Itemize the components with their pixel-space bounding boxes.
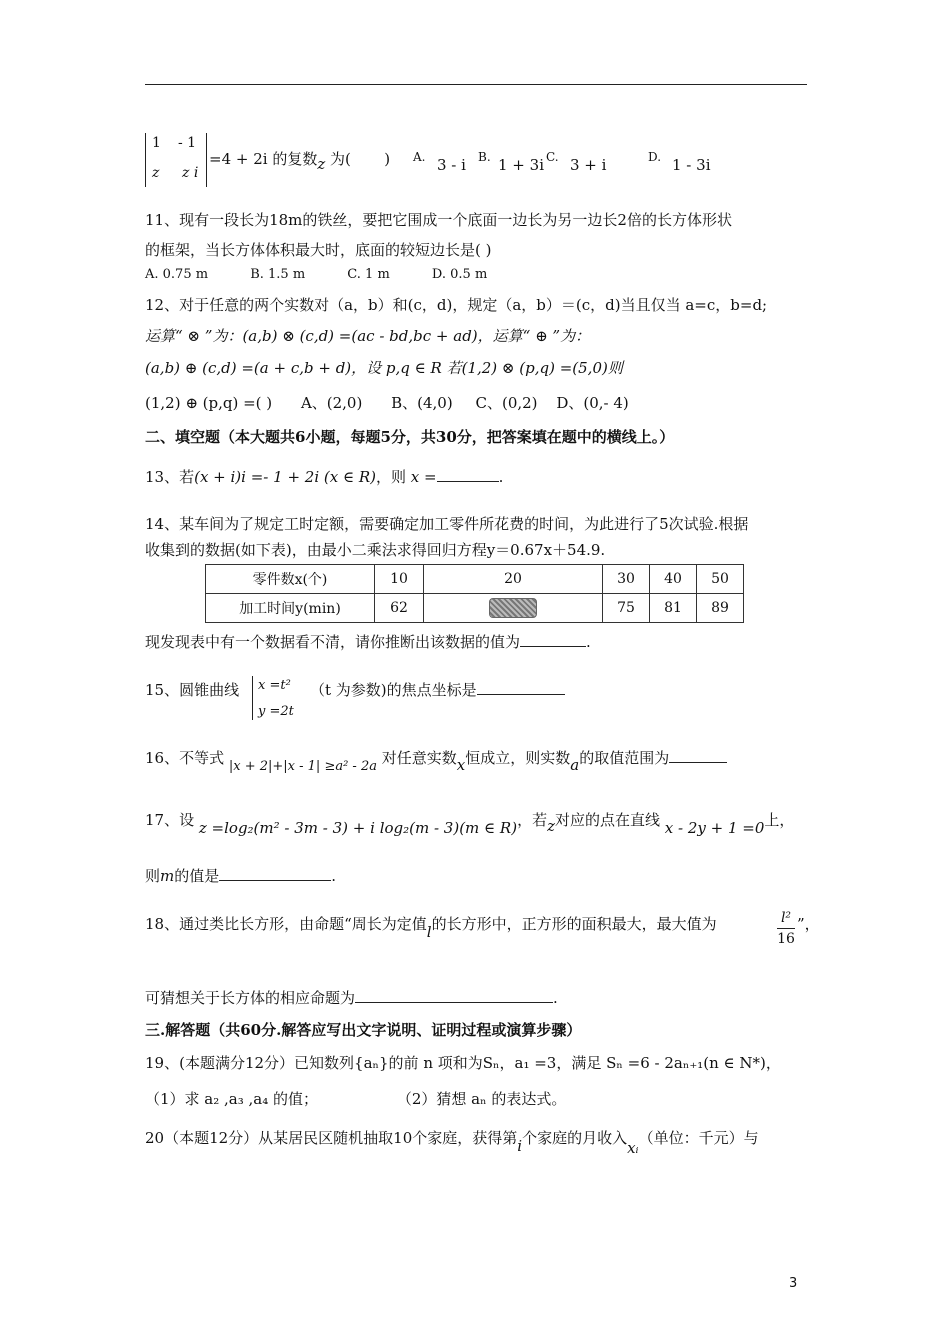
table-cell: 81	[650, 594, 697, 623]
q17-line2	[145, 866, 336, 886]
q13-prefix: 13、若	[145, 468, 195, 486]
det-cell: - 1	[178, 135, 197, 151]
q18-var: l	[426, 923, 432, 941]
determinant	[145, 133, 207, 187]
q16-answer-blank	[669, 748, 727, 763]
q19-parts	[145, 1089, 566, 1109]
q11-line2: 的框架，当长方体体积最大时，底面的较短边长是( )	[145, 241, 492, 259]
header-rule	[145, 84, 807, 85]
q17-prefix: 17、设	[145, 811, 195, 829]
det-cell: z i	[182, 165, 199, 181]
q17-expr: z =log₂(m² - 3m - 3) + i log₂(m - 3)(m ∈ R)	[198, 819, 518, 837]
q17-line-eq: x - 2y + 1 =0	[664, 819, 765, 837]
q18-text: 18、通过类比长方形，由命题“周长为定值	[145, 915, 427, 933]
smudge-icon	[489, 598, 537, 618]
q20-line1	[145, 1128, 759, 1157]
q10-option-a: A.	[413, 150, 426, 164]
q11-options	[145, 265, 487, 285]
q18-line2-end: .	[553, 989, 558, 1007]
q16-text: 恒成立，则实数	[465, 749, 571, 767]
q15-eq2: y =2t	[258, 704, 294, 719]
q13-mid: ，则	[375, 468, 406, 486]
table-row	[206, 565, 744, 594]
q14-line2: 收集到的数据(如下表)，由最小二乘法求得回归方程y＝0.67x＋54.9.	[145, 541, 606, 559]
q11-line1: 11、现有一段长为18m的铁丝，要把它围成一个底面一边长为另一边长2倍的长方体形状	[145, 211, 732, 229]
q13-var: x =	[410, 468, 437, 486]
q17-line2-prefix: 则	[145, 867, 161, 885]
q20-var2: xᵢ	[627, 1139, 639, 1157]
q17-end: 上，	[764, 811, 795, 829]
q10-option-d-value: 1 - 3i	[672, 156, 711, 174]
q19-line1: 19、(本题满分12分）已知数列{aₙ}的前 n 项和为Sₙ，a₁ =3，满足 Sₙ =6 - 2aₙ₊₁(n ∈ N*)，	[145, 1054, 781, 1072]
q10-option-b-value: 1 + 3i	[498, 156, 544, 174]
system-brace	[252, 676, 253, 720]
table-cell-obscured	[424, 594, 603, 623]
q10-option-c-value: 3 + i	[570, 156, 607, 174]
q10-text: 的复数	[272, 150, 318, 168]
q12-option: C、(0,2)	[475, 394, 538, 412]
q11-option: A. 0.75 m	[145, 267, 209, 282]
q10-line	[209, 149, 391, 173]
q20-var: i	[517, 1137, 523, 1155]
q12-option: D、(0,- 4)	[556, 394, 629, 412]
table-cell: 10	[375, 565, 424, 594]
q14-line3	[145, 632, 591, 652]
fraction-numerator: l²	[780, 910, 792, 926]
table-cell: 30	[603, 565, 650, 594]
q16-var: x	[456, 756, 466, 774]
page-number: 3	[789, 1276, 798, 1291]
table-cell: 50	[697, 565, 744, 594]
q16-prefix: 16、不等式	[145, 749, 225, 767]
q10-eq: =4 + 2i	[209, 150, 268, 168]
q15-line	[310, 680, 565, 700]
q16-mid: 对任意实数	[381, 749, 457, 767]
q11-option: C. 1 m	[347, 267, 390, 282]
q16-end: 的取值范围为	[579, 749, 670, 767]
table-row	[206, 594, 744, 623]
table-cell: 20	[424, 565, 603, 594]
q10-text2: 为(	[330, 150, 351, 168]
q10-var: z	[317, 155, 326, 173]
q19-part1: （1）求 a₂ ,a₃ ,a₄ 的值；	[145, 1090, 319, 1108]
q17-line	[145, 810, 795, 837]
q15-answer-blank	[477, 680, 565, 695]
q12-line4-prefix: (1,2) ⊕ (p,q) =( )	[145, 394, 273, 412]
q13-line	[145, 467, 503, 487]
q18-line2	[145, 988, 558, 1008]
q14-line1: 14、某车间为了规定工时定额，需要确定加工零件所花费的时间，为此进行了5次试验.根据	[145, 515, 749, 533]
table-cell: 40	[650, 565, 697, 594]
table-cell: 75	[603, 594, 650, 623]
q12-option: A、(2,0)	[300, 394, 363, 412]
q12-option: B、(4,0)	[391, 394, 453, 412]
det-cell: 1	[152, 135, 161, 151]
section-3-heading: 三.解答题（共60分.解答应写出文字说明、证明过程或演算步骤）	[145, 1021, 582, 1039]
q11-option: B. 1.5 m	[250, 267, 306, 282]
data-table	[205, 564, 744, 623]
q20-end: （单位：千元）与	[638, 1129, 759, 1147]
q17-line2-text: 的值是	[174, 867, 220, 885]
q15-eq1: x =t²	[258, 678, 291, 693]
q16-expr: |x + 2|+|x - 1| ≥a² - 2a	[228, 759, 377, 774]
q10-option-d: D.	[648, 150, 662, 164]
q12-line3: (a,b) ⊕ (c,d) =(a + c,b + d)，设 p,q ∈ R 若(1,2) ⊗ (p,q) =(5,0)则	[145, 359, 623, 377]
q15-text: （t 为参数)的焦点坐标是	[310, 681, 477, 699]
q14-answer-blank	[520, 632, 586, 647]
q17-text: 对应的点在直线	[555, 811, 661, 829]
q17-line2-var: m	[160, 867, 175, 885]
q10-paren: )	[384, 150, 391, 168]
table-header-cell: 零件数x(个)	[206, 565, 375, 594]
q19-part2: （2）猜想 aₙ 的表达式。	[396, 1090, 567, 1108]
section-2-heading: 二、填空题（本大题共6小题，每题5分，共30分，把答案填在题中的横线上。）	[145, 428, 675, 446]
q17-line2-end: .	[331, 867, 337, 885]
fraction-denominator: 16	[777, 931, 795, 947]
q20-text: 20（本题12分）从某居民区随机抽取10个家庭，获得第	[145, 1129, 518, 1147]
q14-line3-text: 现发现表中有一个数据看不清，请你推断出该数据的值为	[145, 633, 521, 651]
q18-fraction	[777, 910, 795, 947]
q18-line1-end: ”，	[797, 915, 820, 933]
fraction-bar	[777, 928, 795, 929]
q18-answer-blank	[355, 988, 553, 1003]
q10-option-c: C.	[546, 150, 559, 164]
q13-end: .	[498, 468, 504, 486]
q17-var: z	[547, 817, 555, 835]
table-header-cell: 加工时间y(min)	[206, 594, 375, 623]
q11-option: D. 0.5 m	[431, 267, 488, 282]
table-cell: 62	[375, 594, 424, 623]
q13-expr: (x + i)i =- 1 + 2i (x ∈ R)	[194, 468, 376, 486]
q10-option-a-value: 3 - i	[437, 156, 466, 174]
q17-answer-blank	[219, 866, 331, 881]
table-cell: 89	[697, 594, 744, 623]
q12-line2: 运算“ ⊗ ”为：(a,b) ⊗ (c,d) =(ac - bd,bc + ad)，运算“ ⊕ ”为：	[145, 327, 591, 345]
q10-option-b: B.	[478, 150, 491, 164]
q14-line3-end: .	[586, 633, 591, 651]
q18-line2-text: 可猜想关于长方体的相应命题为	[145, 989, 356, 1007]
det-cell: z	[152, 165, 160, 181]
q16-var2: a	[570, 756, 580, 774]
q18-line1	[145, 914, 717, 941]
q12-line4	[145, 393, 629, 413]
q17-mid: ，若	[517, 811, 548, 829]
q13-answer-blank	[437, 467, 499, 482]
q16-line	[145, 748, 727, 774]
q18-text-b: 的长方形中，正方形的面积最大，最大值为	[431, 915, 717, 933]
q12-line1: 12、对于任意的两个实数对（a，b）和(c，d)，规定（a，b）＝(c，d)当且仅当 a=c，b=d;	[145, 296, 768, 314]
q20-text-b: 个家庭的月收入	[522, 1129, 628, 1147]
q15-prefix: 15、圆锥曲线	[145, 681, 240, 699]
